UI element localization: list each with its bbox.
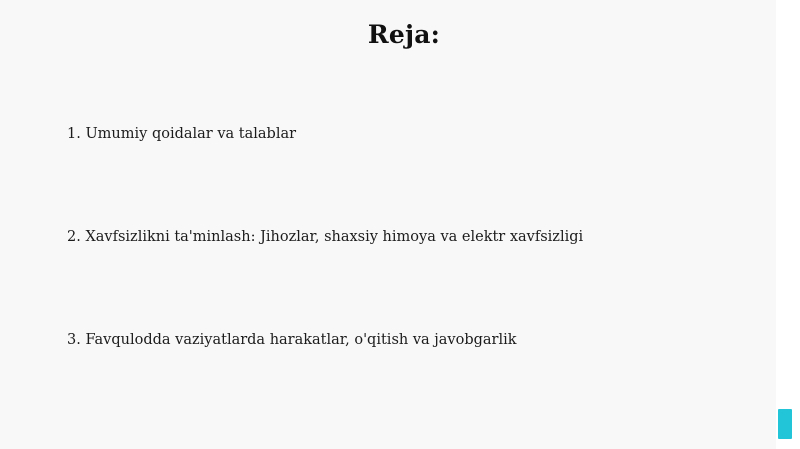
slide-title: Reja: xyxy=(367,20,441,49)
agenda-item: 2. Xavfsizlikni ta'minlash: Jihozlar, shaxsiy himoya va elektr xavfsizligi xyxy=(67,229,584,245)
agenda-item: 3. Favqulodda vaziyatlarda harakatlar, o'qitish va javobgarlik xyxy=(67,332,517,348)
agenda-item: 1. Umumiy qoidalar va talablar xyxy=(67,126,297,142)
scrollbar-track[interactable] xyxy=(776,0,800,449)
scrollbar-thumb[interactable] xyxy=(778,409,792,439)
